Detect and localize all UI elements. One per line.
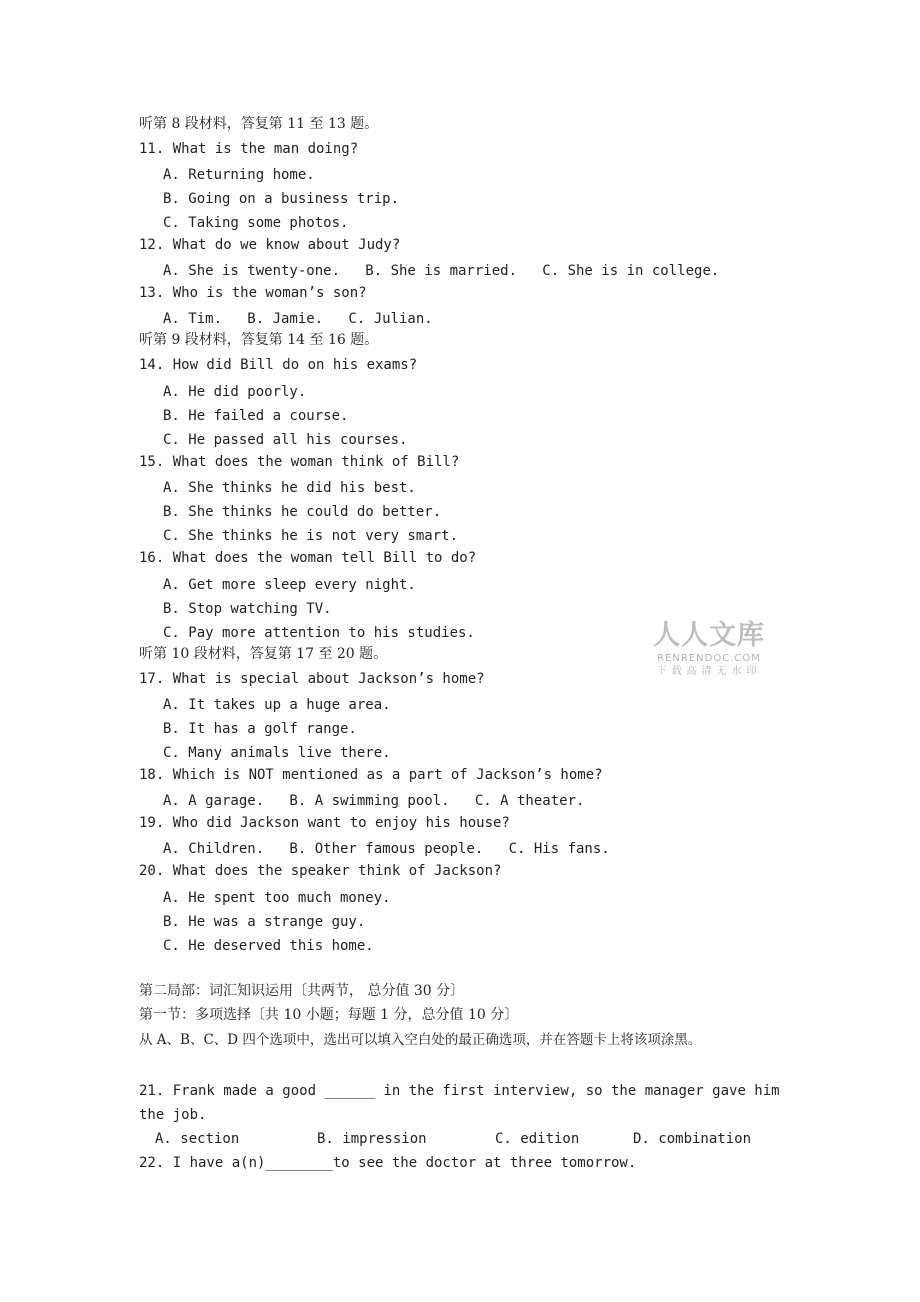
q18-options: A. A garage. B. A swimming pool. C. A theater. [163, 793, 585, 809]
q20-option-c: C. He deserved this home. [163, 938, 374, 954]
question-13: 13. Who is the woman’s son? [139, 285, 367, 301]
q19-options: A. Children. B. Other famous people. C. His fans. [163, 841, 610, 857]
question-18: 18. Which is NOT mentioned as a part of Jackson’s home? [139, 767, 603, 783]
question-11: 11. What is the man doing? [139, 141, 359, 157]
q14-option-a: A. He did poorly. [163, 384, 307, 400]
section-9-header: 听第 9 段材料，答复第 14 至 16 题。 [139, 332, 379, 348]
q11-option-b: B. Going on a business trip. [163, 191, 400, 207]
question-16: 16. What does the woman tell Bill to do? [139, 550, 477, 566]
q12-options: A. She is twenty-one. B. She is married. C. She is in college. [163, 263, 720, 279]
q11-option-a: A. Returning home. [163, 167, 315, 183]
q21-option-d: D. combination [633, 1131, 752, 1147]
part-2-subtitle: 第一节：多项选择〔共 10 小题；每题 1 分，总分值 10 分〕 [139, 1007, 519, 1023]
watermark-domain: RENRENDOC.COM [657, 653, 761, 664]
q20-option-b: B. He was a strange guy. [163, 914, 366, 930]
q14-option-b: B. He failed a course. [163, 408, 349, 424]
section-8-header: 听第 8 段材料，答复第 11 至 13 题。 [139, 116, 379, 132]
q16-option-b: B. Stop watching TV. [163, 601, 332, 617]
q21-option-a: A. section [155, 1131, 240, 1147]
question-21-continued: the job. [139, 1107, 207, 1123]
part-2-title: 第二局部：词汇知识运用〔共两节， 总分值 30 分〕 [139, 983, 465, 999]
question-21: 21. Frank made a good ______ in the first interview, so the manager gave him [139, 1083, 780, 1099]
question-14: 14. How did Bill do on his exams? [139, 357, 418, 373]
q20-option-a: A. He spent too much money. [163, 890, 391, 906]
question-12: 12. What do we know about Judy? [139, 237, 401, 253]
q17-option-b: B. It has a golf range. [163, 721, 357, 737]
question-19: 19. Who did Jackson want to enjoy his house? [139, 815, 510, 831]
q15-option-a: A. She thinks he did his best. [163, 480, 416, 496]
watermark-main-text: 人人文库 [653, 620, 765, 651]
question-15: 15. What does the woman think of Bill? [139, 454, 460, 470]
q21-option-b: B. impression [317, 1131, 427, 1147]
q15-option-b: B. She thinks he could do better. [163, 504, 442, 520]
q15-option-c: C. She thinks he is not very smart. [163, 528, 459, 544]
q17-option-c: C. Many animals live there. [163, 745, 391, 761]
watermark-tagline: 下载高清无水印 [656, 666, 762, 677]
q11-option-c: C. Taking some photos. [163, 215, 349, 231]
q16-option-c: C. Pay more attention to his studies. [163, 625, 475, 641]
question-20: 20. What does the speaker think of Jackson? [139, 863, 502, 879]
q13-options: A. Tim. B. Jamie. C. Julian. [163, 311, 433, 327]
q14-option-c: C. He passed all his courses. [163, 432, 408, 448]
q16-option-a: A. Get more sleep every night. [163, 577, 416, 593]
question-17: 17. What is special about Jackson’s home? [139, 671, 485, 687]
q17-option-a: A. It takes up a huge area. [163, 697, 391, 713]
question-22: 22. I have a(n)________to see the doctor at three tomorrow. [139, 1155, 637, 1171]
part-2-instruction: 从 A、B、C、D 四个选项中，选出可以填入空白处的最正确选项，并在答题卡上将该项涂黑。 [139, 1032, 702, 1048]
section-10-header: 听第 10 段材料，答复第 17 至 20 题。 [139, 646, 388, 662]
watermark-logo [644, 620, 774, 684]
q21-option-c: C. edition [495, 1131, 580, 1147]
